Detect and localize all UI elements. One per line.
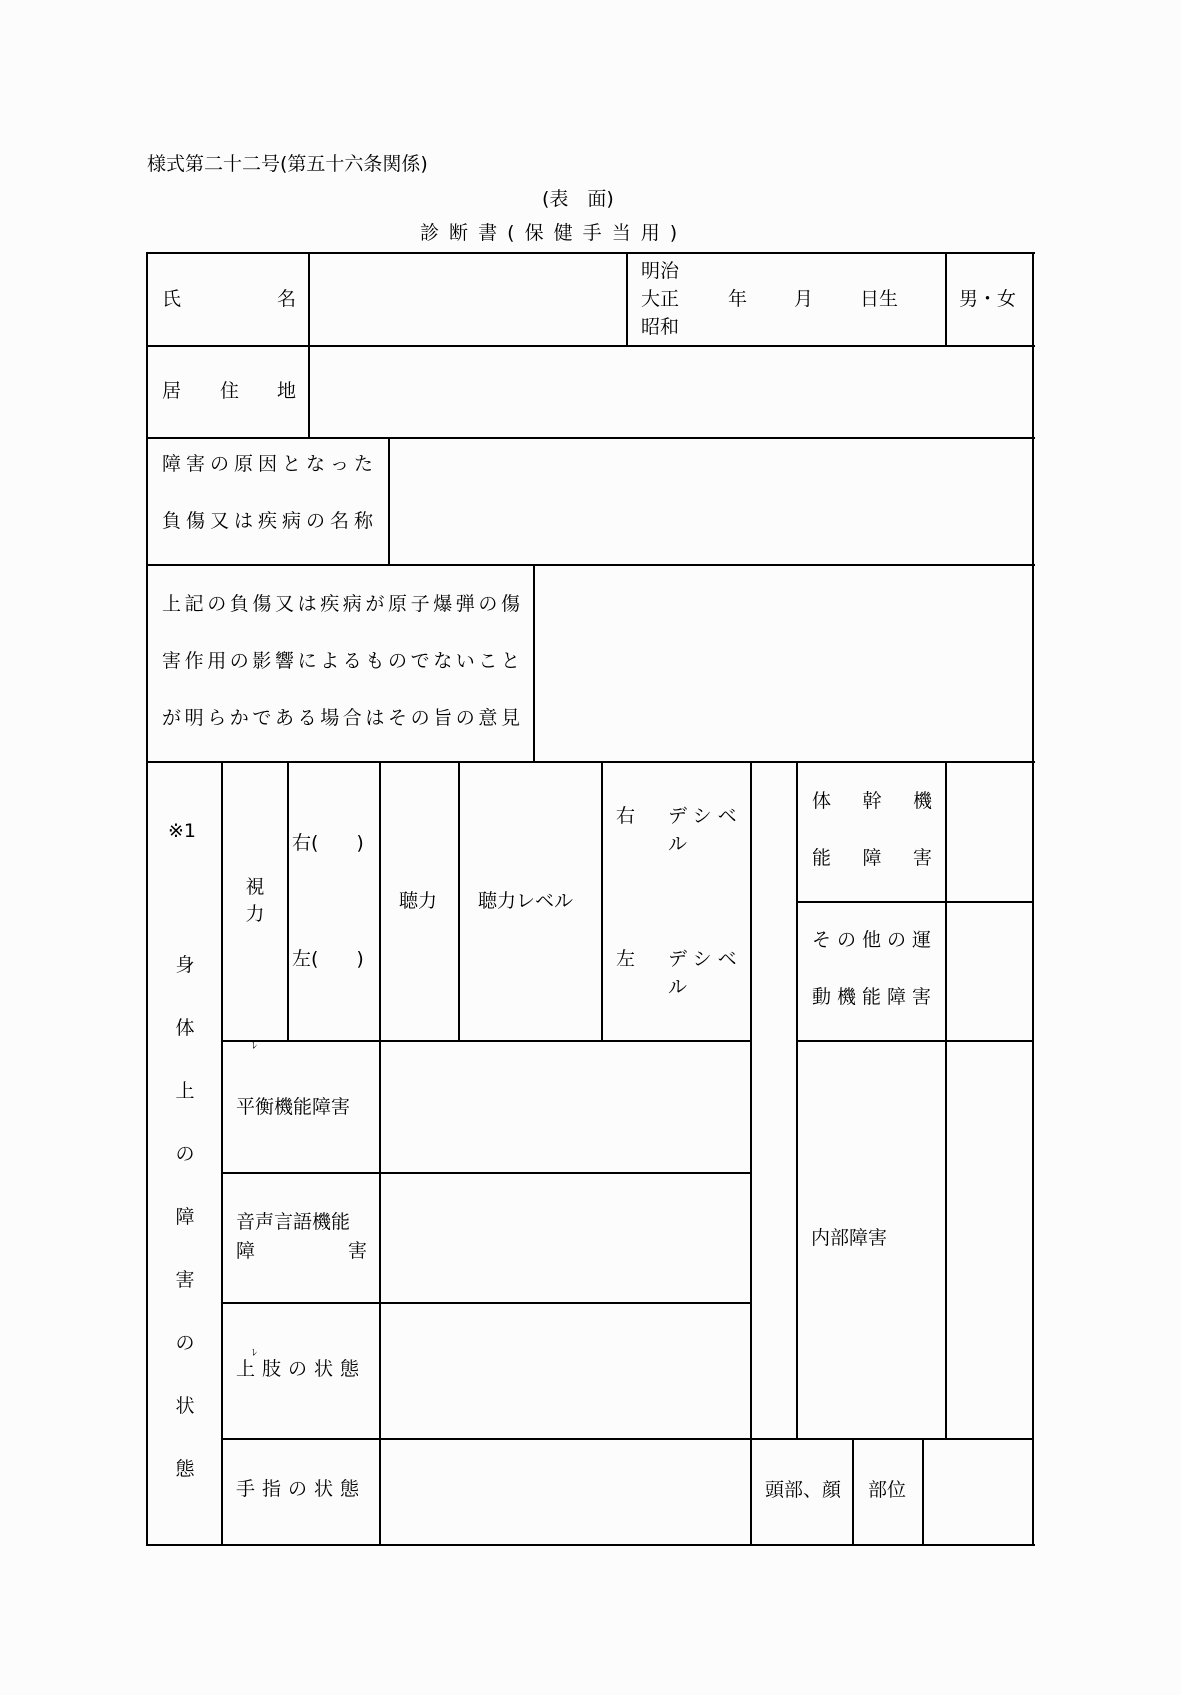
cause-label-line1: 障害の原因となった — [162, 453, 379, 475]
trunk-label-line1: 体 幹 機 — [812, 790, 932, 812]
upper-limb-label: 上肢の状態 — [236, 1358, 367, 1380]
speech-label-line1: 音声言語機能 — [236, 1211, 351, 1233]
hearing-right-side: 右 — [616, 805, 636, 827]
balance-label: 平衡機能障害 — [236, 1096, 351, 1118]
hearing-left-unit-1: デシベ — [668, 948, 743, 970]
balance-ruby: ﾚ — [252, 1041, 257, 1052]
sex-selector[interactable]: 男・女 — [959, 288, 1017, 310]
speech-label-line2-left: 障 — [236, 1240, 256, 1262]
fingers-field[interactable] — [381, 1440, 750, 1544]
hearing-left-side: 左 — [616, 948, 636, 970]
cause-label-line2: 負傷又は疾病の名称 — [162, 510, 379, 532]
opinion-label-line3: が明らかである場合はその旨の意見 — [162, 707, 524, 729]
year-label: 年 — [728, 288, 748, 310]
name-label-left: 氏 — [162, 288, 182, 310]
speech-field[interactable] — [381, 1174, 750, 1302]
address-label-3: 地 — [277, 380, 297, 402]
hearing-label: 聴力 — [399, 890, 438, 912]
hearing-level-label: 聴力レベル — [478, 890, 574, 912]
speech-label-line2-right: 害 — [348, 1240, 368, 1262]
form-number: 様式第二十二号(第五十六条関係) — [147, 153, 428, 175]
internal-label: 内部障害 — [811, 1227, 888, 1249]
internal-field[interactable] — [947, 1042, 1032, 1438]
hearing-right-unit-2: ル — [668, 833, 688, 855]
note-mark: ※1 — [168, 820, 197, 842]
vision-label: 視 力 — [245, 876, 265, 925]
physical-condition-vertical-label: 身 体 上 の 障 害 の 状 態 — [175, 954, 195, 1480]
address-label-1: 居 — [162, 380, 182, 402]
part-label: 部位 — [868, 1479, 907, 1501]
era-showa[interactable]: 昭和 — [641, 316, 680, 338]
other-motor-label-line2: 動機能障害 — [812, 986, 938, 1008]
trunk-field[interactable] — [947, 763, 1032, 901]
balance-field[interactable] — [381, 1042, 750, 1172]
side-label: (表 面) — [542, 188, 614, 210]
month-label: 月 — [794, 288, 814, 310]
other-motor-field[interactable] — [947, 903, 1032, 1040]
name-label-right: 名 — [277, 288, 297, 310]
part-field[interactable] — [924, 1440, 1032, 1544]
upper-limb-ruby: ﾚ — [252, 1348, 257, 1359]
trunk-label-line2: 能 障 害 — [812, 847, 932, 869]
era-taisho[interactable]: 大正 — [641, 288, 680, 310]
document-title: 診 断 書 ( 保 健 手 当 用 ) — [420, 222, 680, 244]
head-face-label: 頭部、顔 — [765, 1479, 842, 1501]
day-born-label: 日生 — [860, 288, 899, 310]
upper-limb-field[interactable] — [381, 1304, 750, 1438]
other-motor-label-line1: その他の運 — [812, 929, 938, 951]
opinion-label-line1: 上記の負傷又は疾病が原子爆弾の傷 — [162, 593, 524, 615]
hearing-right-unit-1: デシベ — [668, 805, 743, 827]
address-field[interactable] — [310, 347, 1032, 437]
fingers-label: 手指の状態 — [236, 1478, 367, 1500]
vision-left[interactable]: 左( ) — [292, 948, 364, 970]
address-label-2: 住 — [220, 380, 240, 402]
hearing-left-unit-2: ル — [668, 976, 688, 998]
name-field[interactable] — [310, 254, 626, 345]
opinion-label-line2: 害作用の影響によるものでないこと — [162, 650, 524, 672]
cause-field[interactable] — [390, 439, 1032, 564]
vision-right[interactable]: 右( ) — [292, 832, 364, 854]
era-meiji[interactable]: 明治 — [641, 260, 680, 282]
opinion-field[interactable] — [535, 566, 1032, 761]
